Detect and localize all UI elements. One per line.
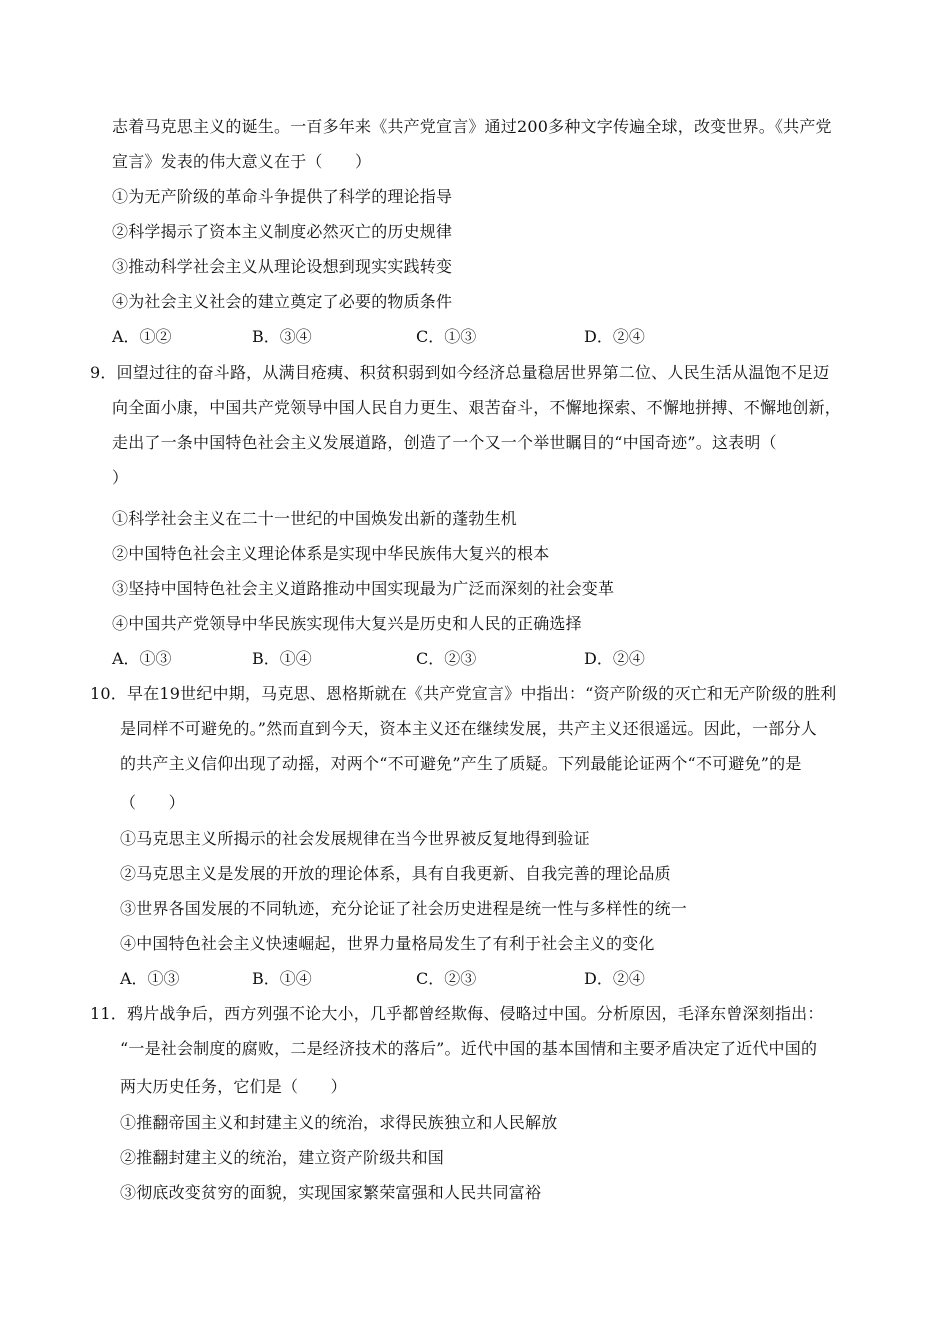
q9-stem-line-2: 向全面小康，中国共产党领导中国人民自力更生、艰苦奋斗，不懈地探索、不懈地拼搏、不懈地创新， bbox=[112, 398, 842, 417]
q11-stem-line-2: “一是社会制度的腐败，二是经济技术的落后”。近代中国的基本国情和主要矛盾决定了近代中国的 bbox=[120, 1039, 818, 1058]
q10-stem-line-3: 的共产主义信仰出现了动摇，对两个“不可避免”产生了质疑。下列最能论证两个“不可避免”的是 bbox=[120, 754, 802, 773]
q9-option-c: C．②③ bbox=[416, 649, 477, 668]
q9-item-3: ③坚持中国特色社会主义道路推动中国实现最为广泛而深刻的社会变革 bbox=[112, 579, 615, 598]
q10-option-b: B．①④ bbox=[252, 969, 312, 988]
q10-option-d: D．②④ bbox=[584, 969, 645, 988]
q9-option-a: A．①③ bbox=[112, 649, 172, 668]
q8-item-1: ①为无产阶级的革命斗争提供了科学的理论指导 bbox=[112, 187, 453, 206]
q8-stem-line-2: 宣言》发表的伟大意义在于（ ） bbox=[112, 152, 372, 171]
q9-option-b: B．①④ bbox=[252, 649, 312, 668]
q9-stem-line-4: ） bbox=[112, 468, 129, 487]
q10-item-3: ③世界各国发展的不同轨迹，充分论证了社会历史进程是统一性与多样性的统一 bbox=[120, 899, 688, 918]
q8-option-d: D．②④ bbox=[584, 327, 645, 346]
q11-item-3: ③彻底改变贫穷的面貌，实现国家繁荣富强和人民共同富裕 bbox=[120, 1183, 542, 1202]
q9-item-4: ④中国共产党领导中华民族实现伟大复兴是历史和人民的正确选择 bbox=[112, 614, 582, 633]
q9-stem-line-3: 走出了一条中国特色社会主义发展道路，创造了一个又一个举世瞩目的“中国奇迹”。这表明（ bbox=[112, 433, 777, 452]
q8-option-a: A．①② bbox=[112, 327, 172, 346]
q10-item-2: ②马克思主义是发展的开放的理论体系，具有自我更新、自我完善的理论品质 bbox=[120, 864, 671, 883]
q10-option-c: C．②③ bbox=[416, 969, 477, 988]
q11-stem-line-3: 两大历史任务，它们是（ ） bbox=[120, 1077, 347, 1096]
q9-item-2: ②中国特色社会主义理论体系是实现中华民族伟大复兴的根本 bbox=[112, 544, 550, 563]
q11-stem-line-1: 11．鸦片战争后，西方列强不论大小，几乎都曾经欺侮、侵略过中国。分析原因，毛泽东曾深刻指出： bbox=[90, 1004, 824, 1023]
q10-item-4: ④中国特色社会主义快速崛起，世界力量格局发生了有利于社会主义的变化 bbox=[120, 934, 655, 953]
q8-stem-line-1: 志着马克思主义的诞生。一百多年来《共产党宣言》通过200多种文字传遍全球，改变世界。《共产党 bbox=[112, 117, 832, 136]
q8-option-c: C．①③ bbox=[416, 327, 477, 346]
q8-item-3: ③推动科学社会主义从理论设想到现实实践转变 bbox=[112, 257, 453, 276]
q9-option-d: D．②④ bbox=[584, 649, 645, 668]
q9-stem-line-1: 9．回望过往的奋斗路，从满目疮痍、积贫积弱到如今经济总量稳居世界第二位、人民生活从温饱不足迈 bbox=[90, 363, 830, 382]
q8-item-4: ④为社会主义社会的建立奠定了必要的物质条件 bbox=[112, 292, 453, 311]
q8-option-b: B．③④ bbox=[252, 327, 312, 346]
q10-stem-line-2: 是同样不可避免的。”然而直到今天，资本主义还在继续发展，共产主义还很遥远。因此，一部分人 bbox=[120, 719, 817, 738]
q11-item-1: ①推翻帝国主义和封建主义的统治，求得民族独立和人民解放 bbox=[120, 1113, 558, 1132]
q10-item-1: ①马克思主义所揭示的社会发展规律在当今世界被反复地得到验证 bbox=[120, 829, 590, 848]
q8-item-2: ②科学揭示了资本主义制度必然灭亡的历史规律 bbox=[112, 222, 453, 241]
q11-item-2: ②推翻封建主义的统治，建立资产阶级共和国 bbox=[120, 1148, 445, 1167]
q10-stem-line-1: 10．早在19世纪中期，马克思、恩格斯就在《共产党宣言》中指出：“资产阶级的灭亡和无产阶级的胜利 bbox=[90, 684, 837, 703]
q10-option-a: A．①③ bbox=[120, 969, 180, 988]
q9-item-1: ①科学社会主义在二十一世纪的中国焕发出新的蓬勃生机 bbox=[112, 509, 518, 528]
q10-stem-line-4: （ ） bbox=[120, 793, 185, 812]
